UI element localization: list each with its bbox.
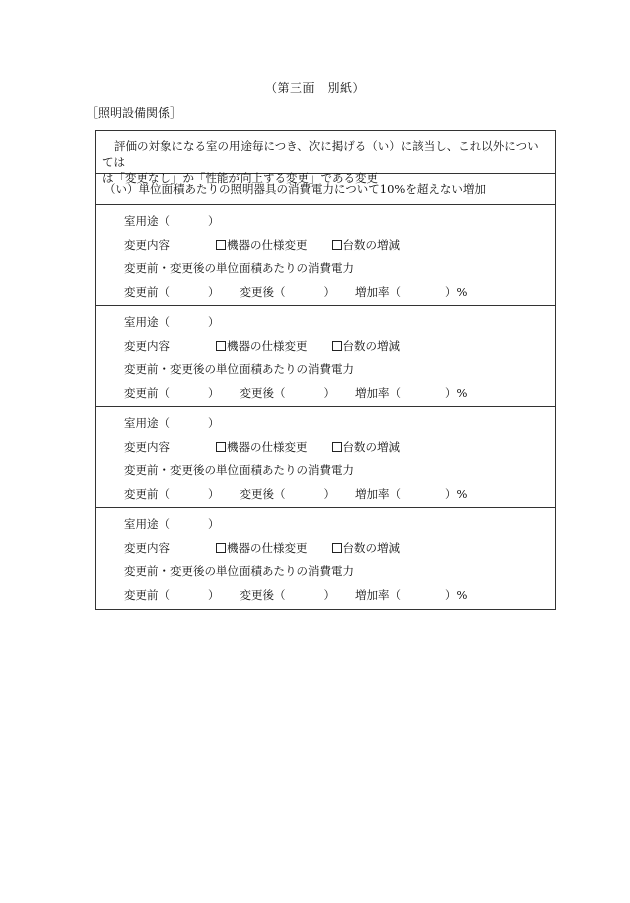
power-label-line: 変更前・変更後の単位面積あたりの消費電力 bbox=[124, 261, 354, 275]
power-label-line: 変更前・変更後の単位面積あたりの消費電力 bbox=[124, 463, 354, 477]
unit-count-checkbox[interactable] bbox=[332, 442, 342, 452]
change-content-line bbox=[124, 338, 555, 362]
room-entry-3 bbox=[96, 407, 555, 508]
intro-line-1 bbox=[102, 138, 549, 170]
after-close: ） bbox=[323, 385, 335, 400]
intro-line-2: は「変更なし」か「性能が向上する変更」である変更 bbox=[102, 171, 378, 185]
room-use-label: 室用途（ bbox=[124, 315, 170, 329]
rate-close: ）% bbox=[445, 587, 468, 602]
rate-close: ）% bbox=[445, 486, 468, 501]
before-close: ） bbox=[208, 385, 220, 400]
unit-count-checkbox[interactable] bbox=[332, 240, 342, 250]
spec-change-checkbox[interactable] bbox=[216, 240, 226, 250]
change-content-label: 変更内容 bbox=[124, 237, 170, 252]
section-label: ［照明設備関係］ bbox=[86, 106, 183, 120]
intro-line-1-text: 評価の対象になる室の用途毎につき、次に掲げる（い）に該当し、これ以外については bbox=[102, 139, 539, 169]
before-label: 変更前（ bbox=[124, 284, 170, 299]
change-content-line bbox=[124, 237, 555, 261]
power-values-line bbox=[124, 284, 555, 308]
intro-text bbox=[96, 131, 555, 185]
change-content-label: 変更内容 bbox=[124, 338, 170, 353]
spec-change-checkbox[interactable] bbox=[216, 442, 226, 452]
unit-count-label: 台数の増減 bbox=[342, 338, 400, 353]
after-label: 変更後（ bbox=[239, 284, 286, 299]
unit-count-checkbox[interactable] bbox=[332, 341, 342, 351]
rate-label: 増加率（ bbox=[355, 385, 401, 400]
change-content-line bbox=[124, 540, 555, 564]
unit-count-checkbox[interactable] bbox=[332, 543, 342, 553]
rate-label: 増加率（ bbox=[355, 284, 401, 299]
power-values-line bbox=[124, 385, 555, 409]
room-use-label: 室用途（ bbox=[124, 517, 170, 531]
room-entry-4 bbox=[96, 508, 555, 609]
room-use-label: 室用途（ bbox=[124, 416, 170, 430]
spec-change-label: 機器の仕様変更 bbox=[227, 237, 308, 252]
room-use-label: 室用途（ bbox=[124, 214, 170, 228]
room-entry-1 bbox=[96, 205, 555, 306]
room-entry-2 bbox=[96, 306, 555, 407]
after-close: ） bbox=[323, 486, 335, 501]
after-label: 変更後（ bbox=[239, 385, 286, 400]
unit-count-label: 台数の増減 bbox=[342, 439, 400, 454]
after-label: 変更後（ bbox=[239, 486, 286, 501]
power-values-line bbox=[124, 587, 555, 611]
lighting-form-table bbox=[95, 130, 556, 610]
room-use-close: ） bbox=[208, 214, 220, 228]
change-content-line bbox=[124, 439, 555, 463]
before-close: ） bbox=[208, 587, 220, 602]
room-use-close: ） bbox=[208, 517, 220, 531]
after-close: ） bbox=[323, 284, 335, 299]
before-close: ） bbox=[208, 486, 220, 501]
change-content-label: 変更内容 bbox=[124, 439, 170, 454]
rate-close: ）% bbox=[445, 385, 468, 400]
power-values-line bbox=[124, 486, 555, 510]
spec-change-label: 機器の仕様変更 bbox=[227, 540, 308, 555]
condition-row: （い）単位面積あたりの照明器具の消費電力について10%を超えない増加 bbox=[96, 174, 555, 205]
page-title: （第三面 別紙） bbox=[264, 81, 365, 95]
before-label: 変更前（ bbox=[124, 486, 170, 501]
rate-label: 増加率（ bbox=[355, 486, 401, 501]
spec-change-label: 機器の仕様変更 bbox=[227, 439, 308, 454]
change-content-label: 変更内容 bbox=[124, 540, 170, 555]
spec-change-checkbox[interactable] bbox=[216, 543, 226, 553]
room-use-line bbox=[124, 415, 555, 439]
rate-label: 増加率（ bbox=[355, 587, 401, 602]
before-label: 変更前（ bbox=[124, 385, 170, 400]
before-label: 変更前（ bbox=[124, 587, 170, 602]
room-use-line bbox=[124, 516, 555, 540]
after-close: ） bbox=[323, 587, 335, 602]
room-use-close: ） bbox=[208, 416, 220, 430]
power-label-line: 変更前・変更後の単位面積あたりの消費電力 bbox=[124, 362, 354, 376]
spec-change-label: 機器の仕様変更 bbox=[227, 338, 308, 353]
unit-count-label: 台数の増減 bbox=[342, 237, 400, 252]
after-label: 変更後（ bbox=[239, 587, 286, 602]
power-label-line: 変更前・変更後の単位面積あたりの消費電力 bbox=[124, 564, 354, 578]
before-close: ） bbox=[208, 284, 220, 299]
room-use-line bbox=[124, 213, 555, 237]
rate-close: ）% bbox=[445, 284, 468, 299]
room-use-close: ） bbox=[208, 315, 220, 329]
unit-count-label: 台数の増減 bbox=[342, 540, 400, 555]
room-use-line bbox=[124, 314, 555, 338]
spec-change-checkbox[interactable] bbox=[216, 341, 226, 351]
